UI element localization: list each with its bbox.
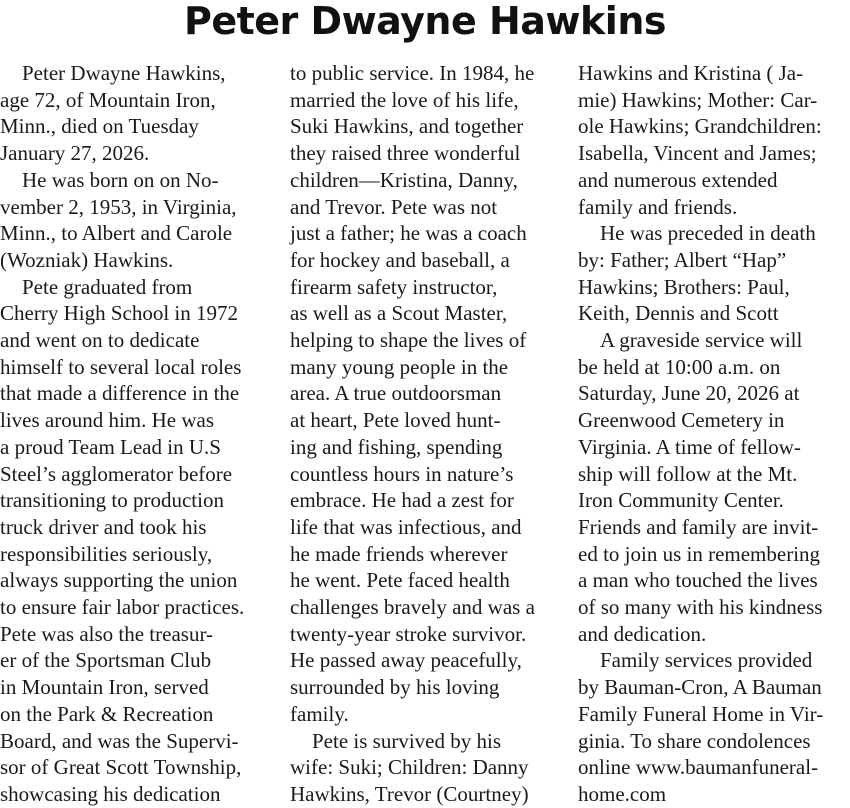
text-line: twenty-year stroke survivor. [290, 621, 527, 646]
text-line: transitioning to production [0, 488, 224, 513]
text-column-1 [0, 60, 274, 808]
text-line: children—Kristina, Danny, [290, 167, 518, 192]
text-line: family. [290, 701, 349, 726]
text-line: Friends and family are invit- [578, 514, 819, 539]
text-line: Isabella, Vincent and James; [578, 141, 817, 166]
text-line: firearm safety instructor, [290, 274, 498, 299]
text-line: Hawkins; Brothers: Paul, [578, 274, 790, 299]
text-line: at heart, Pete loved hunt- [290, 408, 501, 433]
text-line: ing and fishing, spending [290, 434, 503, 459]
text-line: Cherry High School in 1972 [0, 301, 238, 326]
text-line: Family services provided [600, 648, 813, 673]
text-line: on the Park & Recreation [0, 701, 214, 726]
text-line: Iron Community Center. [578, 488, 784, 513]
text-line: online www.baumanfuneral- [578, 755, 819, 780]
text-line: wife: Suki; Children: Danny [290, 755, 529, 780]
text-line: in Mountain Iron, served [0, 675, 209, 700]
text-line: and Trevor. Pete was not [290, 194, 498, 219]
text-line: ship will follow at the Mt. [578, 461, 798, 486]
text-line: Saturday, June 20, 2026 at [578, 381, 800, 406]
text-line: himself to several local roles [0, 354, 242, 379]
text-line: by: Father; Albert “Hap” [578, 247, 787, 272]
text-line: that made a difference in the [0, 381, 240, 406]
text-line: truck driver and took his [0, 514, 207, 539]
text-line: Board, and was the Supervi- [0, 728, 239, 753]
text-line: he made friends wherever [290, 541, 508, 566]
text-line: helping to shape the lives of [290, 328, 527, 353]
obituary-title: Peter Dwayne Hawkins [184, 0, 666, 43]
text-line: Minn., died on Tuesday [0, 114, 199, 139]
text-line: area. A true outdoorsman [290, 381, 502, 406]
text-line: surrounded by his loving [290, 675, 500, 700]
text-line: age 72, of Mountain Iron, [0, 87, 216, 112]
text-line: they raised three wonderful [290, 141, 521, 166]
text-line: family and friends. [578, 194, 738, 219]
text-line: sor of Great Scott Township, [0, 755, 242, 780]
text-line: (Wozniak) Hawkins. [0, 247, 174, 272]
text-line: Pete was also the treasur- [0, 621, 214, 646]
text-line: Pete is survived by his [312, 728, 501, 753]
text-line: Greenwood Cemetery in [578, 408, 785, 433]
text-line: ole Hawkins; Grandchildren: [578, 114, 822, 139]
text-line: to ensure fair labor practices. [0, 595, 245, 620]
text-line: Steel’s agglomerator before [0, 461, 233, 486]
text-line: for hockey and baseball, a [290, 247, 510, 272]
text-line: Hawkins and Kristina ( Ja- [578, 61, 804, 85]
text-line: home.com [578, 781, 667, 806]
text-column-3 [578, 60, 850, 808]
text-line: married the love of his life, [290, 87, 519, 112]
text-line: countless hours in nature’s [290, 461, 514, 486]
text-line: ed to join us in remembering [578, 541, 821, 566]
text-line: he went. Pete faced health [290, 568, 510, 593]
text-line: He was born on on No- [22, 167, 219, 192]
text-line: Peter Dwayne Hawkins, [22, 61, 226, 85]
text-line: by Bauman-Cron, A Bauman [578, 675, 822, 700]
text-line: challenges bravely and was a [290, 595, 535, 620]
text-line: life that was infectious, and [290, 514, 522, 539]
text-line: He passed away peacefully, [290, 648, 522, 673]
text-line: and went on to dedicate [0, 328, 200, 353]
text-line: lives around him. He was [0, 408, 215, 433]
text-line: embrace. He had a zest for [290, 488, 514, 513]
text-line: Pete graduated from [22, 274, 193, 299]
text-line: er of the Sportsman Club [0, 648, 212, 673]
text-line: just a father; he was a coach [290, 221, 527, 246]
text-line: responsibilities seriously, [0, 541, 213, 566]
text-line: Hawkins, Trevor (Courtney) [290, 781, 529, 806]
text-line: Suki Hawkins, and together [290, 114, 524, 139]
text-line: mie) Hawkins; Mother: Car- [578, 87, 818, 112]
text-line: He was preceded in death [600, 221, 816, 246]
text-line: be held at 10:00 a.m. on [578, 354, 781, 379]
text-line: and numerous extended [578, 167, 778, 192]
text-line: A graveside service will [600, 328, 803, 353]
text-line: Family Funeral Home in Vir- [578, 701, 824, 726]
text-line: always supporting the union [0, 568, 238, 593]
text-line: of so many with his kindness [578, 595, 823, 620]
text-line: many young people in the [290, 354, 509, 379]
text-line: a man who touched the lives [578, 568, 818, 593]
text-line: Keith, Dennis and Scott [578, 301, 779, 326]
text-line: January 27, 2026. [0, 141, 150, 166]
text-line: Virginia. A time of fellow- [578, 434, 801, 459]
text-line: showcasing his dedication [0, 781, 221, 806]
text-line: as well as a Scout Master, [290, 301, 508, 326]
text-line: to public service. In 1984, he [290, 61, 535, 85]
text-line: ginia. To share condolences [578, 728, 811, 753]
text-line: a proud Team Lead in U.S [0, 434, 221, 459]
text-line: vember 2, 1953, in Virginia, [0, 194, 237, 219]
text-line: Minn., to Albert and Carole [0, 221, 233, 246]
text-column-2 [290, 60, 562, 808]
text-line: and dedication. [578, 621, 707, 646]
